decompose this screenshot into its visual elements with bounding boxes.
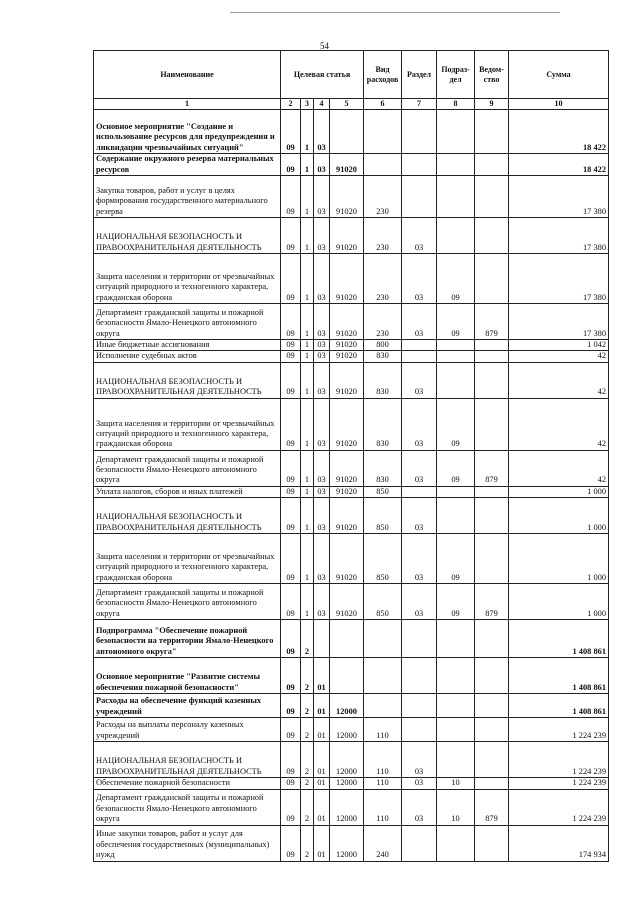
subprogram-code-cell: 1 [301, 304, 314, 340]
program-code-cell: 09 [281, 351, 301, 362]
section-cell [402, 658, 437, 694]
subsection-cell: 09 [437, 398, 475, 450]
subprogram-code-cell: 1 [301, 351, 314, 362]
sum-cell: 1 000 [509, 486, 609, 497]
direction-code-cell: 91020 [330, 362, 364, 398]
row-name-cell: Департамент гражданской защиты и пожарной безопасности Ямало-Ненецкого автономного округа [94, 450, 281, 486]
sum-cell: 1 000 [509, 534, 609, 584]
row-name-cell: Защита населения и территории от чрезвычайных ситуаций природного и техногенного характера, гражданская оборона [94, 534, 281, 584]
column-number: 4 [314, 99, 330, 110]
subsection-cell [437, 362, 475, 398]
section-cell: 03 [402, 778, 437, 789]
page-number: 54 [320, 41, 329, 51]
header-department: Ведом-ство [475, 51, 509, 99]
sum-cell: 1 000 [509, 584, 609, 620]
department-cell [475, 362, 509, 398]
program-code-cell: 09 [281, 584, 301, 620]
table-row [94, 658, 609, 694]
row-name-cell: Обеспечение пожарной безопасности [94, 778, 281, 789]
row-name-cell: НАЦИОНАЛЬНАЯ БЕЗОПАСНОСТЬ И ПРАВООХРАНИТЕЛЬНАЯ ДЕЯТЕЛЬНОСТЬ [94, 218, 281, 254]
activity-code-cell: 03 [314, 110, 330, 154]
subsection-cell: 10 [437, 778, 475, 789]
table-row [94, 789, 609, 825]
top-rule [230, 12, 560, 13]
section-cell [402, 110, 437, 154]
program-code-cell: 09 [281, 825, 301, 861]
expense-type-cell: 850 [364, 486, 402, 497]
program-code-cell: 09 [281, 620, 301, 658]
table-row [94, 620, 609, 658]
program-code-cell: 09 [281, 486, 301, 497]
subsection-cell [437, 498, 475, 534]
column-number: 10 [509, 99, 609, 110]
sum-cell: 1 408 861 [509, 658, 609, 694]
department-cell [475, 620, 509, 658]
expense-type-cell: 240 [364, 825, 402, 861]
direction-code-cell: 91020 [330, 304, 364, 340]
subprogram-code-cell: 2 [301, 778, 314, 789]
row-name-cell: Защита населения и территории от чрезвычайных ситуаций природного и техногенного характера, гражданская оборона [94, 398, 281, 450]
sum-cell: 18 422 [509, 154, 609, 176]
subprogram-code-cell: 2 [301, 789, 314, 825]
sum-cell: 17 380 [509, 254, 609, 304]
program-code-cell: 09 [281, 658, 301, 694]
direction-code-cell [330, 110, 364, 154]
activity-code-cell: 01 [314, 718, 330, 742]
sum-cell: 1 408 861 [509, 620, 609, 658]
activity-code-cell: 01 [314, 742, 330, 778]
expense-type-cell: 800 [364, 340, 402, 351]
table-row [94, 176, 609, 218]
subsection-cell: 09 [437, 584, 475, 620]
program-code-cell: 09 [281, 718, 301, 742]
subprogram-code-cell: 1 [301, 534, 314, 584]
subprogram-code-cell: 1 [301, 498, 314, 534]
section-cell [402, 620, 437, 658]
subprogram-code-cell: 1 [301, 176, 314, 218]
table-row [94, 486, 609, 497]
sum-cell: 1 224 239 [509, 789, 609, 825]
direction-code-cell: 91020 [330, 450, 364, 486]
table-row [94, 534, 609, 584]
table-row [94, 694, 609, 718]
program-code-cell: 09 [281, 110, 301, 154]
row-name-cell: Исполнение судебных актов [94, 351, 281, 362]
program-code-cell: 09 [281, 218, 301, 254]
row-name-cell: Департамент гражданской защиты и пожарной безопасности Ямало-Ненецкого автономного округа [94, 584, 281, 620]
subprogram-code-cell: 2 [301, 694, 314, 718]
program-code-cell: 09 [281, 450, 301, 486]
table-row [94, 450, 609, 486]
section-cell: 03 [402, 498, 437, 534]
section-cell: 03 [402, 254, 437, 304]
department-cell [475, 110, 509, 154]
section-cell: 03 [402, 742, 437, 778]
department-cell [475, 154, 509, 176]
column-number: 3 [301, 99, 314, 110]
department-cell [475, 694, 509, 718]
program-code-cell: 09 [281, 176, 301, 218]
direction-code-cell: 91020 [330, 218, 364, 254]
expense-type-cell: 230 [364, 304, 402, 340]
program-code-cell: 09 [281, 498, 301, 534]
header-subsection: Подраз-дел [437, 51, 475, 99]
activity-code-cell [314, 620, 330, 658]
column-number: 1 [94, 99, 281, 110]
header-expense-type: Вид расходов [364, 51, 402, 99]
direction-code-cell: 12000 [330, 825, 364, 861]
department-cell: 879 [475, 304, 509, 340]
direction-code-cell: 91020 [330, 154, 364, 176]
direction-code-cell: 91020 [330, 340, 364, 351]
program-code-cell: 09 [281, 694, 301, 718]
direction-code-cell: 91020 [330, 534, 364, 584]
subprogram-code-cell: 1 [301, 362, 314, 398]
row-name-cell: НАЦИОНАЛЬНАЯ БЕЗОПАСНОСТЬ И ПРАВООХРАНИТЕЛЬНАЯ ДЕЯТЕЛЬНОСТЬ [94, 498, 281, 534]
department-cell [475, 658, 509, 694]
department-cell [475, 498, 509, 534]
subprogram-code-cell: 2 [301, 718, 314, 742]
table-row [94, 718, 609, 742]
direction-code-cell: 91020 [330, 398, 364, 450]
row-name-cell: Иные бюджетные ассигнования [94, 340, 281, 351]
subsection-cell [437, 825, 475, 861]
subsection-cell [437, 340, 475, 351]
table-row [94, 825, 609, 861]
program-code-cell: 09 [281, 254, 301, 304]
sum-cell: 1 000 [509, 498, 609, 534]
row-name-cell: Иные закупки товаров, работ и услуг для обеспечения государственных (муниципальных) нужд [94, 825, 281, 861]
activity-code-cell: 03 [314, 304, 330, 340]
row-name-cell: НАЦИОНАЛЬНАЯ БЕЗОПАСНОСТЬ И ПРАВООХРАНИТЕЛЬНАЯ ДЕЯТЕЛЬНОСТЬ [94, 362, 281, 398]
subprogram-code-cell: 2 [301, 825, 314, 861]
section-cell [402, 718, 437, 742]
direction-code-cell [330, 658, 364, 694]
table-row [94, 218, 609, 254]
subsection-cell [437, 218, 475, 254]
sum-cell: 18 422 [509, 110, 609, 154]
subprogram-code-cell: 2 [301, 742, 314, 778]
subsection-cell: 10 [437, 789, 475, 825]
row-name-cell: Подпрограмма "Обеспечение пожарной безопасности на территории Ямало-Ненецкого автономного округа" [94, 620, 281, 658]
table-row [94, 742, 609, 778]
department-cell [475, 778, 509, 789]
department-cell [475, 742, 509, 778]
header-row [94, 51, 609, 99]
subsection-cell [437, 620, 475, 658]
row-name-cell: Основное мероприятие "Создание и использование ресурсов для предупреждения и ликвидации чрезвычайных ситуаций" [94, 110, 281, 154]
program-code-cell: 09 [281, 340, 301, 351]
header-name: Наименование [94, 51, 281, 99]
row-name-cell: Департамент гражданской защиты и пожарной безопасности Ямало-Ненецкого автономного округа [94, 304, 281, 340]
subsection-cell [437, 154, 475, 176]
table-row [94, 110, 609, 154]
header-section: Раздел [402, 51, 437, 99]
department-cell [475, 486, 509, 497]
activity-code-cell: 03 [314, 584, 330, 620]
row-name-cell: Расходы на обеспечение функций казенных учреждений [94, 694, 281, 718]
section-cell [402, 825, 437, 861]
program-code-cell: 09 [281, 742, 301, 778]
section-cell: 03 [402, 304, 437, 340]
sum-cell: 42 [509, 351, 609, 362]
activity-code-cell: 03 [314, 450, 330, 486]
department-cell [475, 825, 509, 861]
expense-type-cell: 830 [364, 450, 402, 486]
table-row [94, 398, 609, 450]
department-cell [475, 398, 509, 450]
activity-code-cell: 01 [314, 778, 330, 789]
row-name-cell: НАЦИОНАЛЬНАЯ БЕЗОПАСНОСТЬ И ПРАВООХРАНИТЕЛЬНАЯ ДЕЯТЕЛЬНОСТЬ [94, 742, 281, 778]
activity-code-cell: 03 [314, 254, 330, 304]
table-row [94, 304, 609, 340]
table-row [94, 498, 609, 534]
column-number: 2 [281, 99, 301, 110]
department-cell [475, 534, 509, 584]
column-number: 6 [364, 99, 402, 110]
direction-code-cell: 91020 [330, 584, 364, 620]
activity-code-cell: 03 [314, 154, 330, 176]
expense-type-cell: 110 [364, 778, 402, 789]
direction-code-cell: 91020 [330, 176, 364, 218]
expense-type-cell [364, 154, 402, 176]
row-name-cell: Защита населения и территории от чрезвычайных ситуаций природного и техногенного характера, гражданская оборона [94, 254, 281, 304]
sum-cell: 42 [509, 398, 609, 450]
expense-type-cell: 230 [364, 254, 402, 304]
expense-type-cell: 850 [364, 498, 402, 534]
table-row [94, 351, 609, 362]
direction-code-cell: 12000 [330, 742, 364, 778]
department-cell: 879 [475, 584, 509, 620]
subsection-cell [437, 658, 475, 694]
subprogram-code-cell: 1 [301, 340, 314, 351]
table-row [94, 254, 609, 304]
subsection-cell: 09 [437, 450, 475, 486]
sum-cell: 1 224 239 [509, 778, 609, 789]
expense-type-cell: 850 [364, 584, 402, 620]
sum-cell: 17 380 [509, 218, 609, 254]
expense-type-cell: 830 [364, 362, 402, 398]
sum-cell: 1 224 239 [509, 718, 609, 742]
program-code-cell: 09 [281, 789, 301, 825]
section-cell: 03 [402, 362, 437, 398]
header-target-article: Целевая статья [281, 51, 364, 99]
subsection-cell [437, 742, 475, 778]
department-cell [475, 718, 509, 742]
subsection-cell [437, 110, 475, 154]
program-code-cell: 09 [281, 154, 301, 176]
department-cell: 879 [475, 450, 509, 486]
activity-code-cell: 01 [314, 658, 330, 694]
subprogram-code-cell: 1 [301, 584, 314, 620]
column-number: 5 [330, 99, 364, 110]
direction-code-cell: 12000 [330, 789, 364, 825]
subprogram-code-cell: 1 [301, 110, 314, 154]
subsection-cell [437, 694, 475, 718]
activity-code-cell: 03 [314, 398, 330, 450]
column-number-row [94, 99, 609, 110]
activity-code-cell: 03 [314, 176, 330, 218]
expense-type-cell [364, 658, 402, 694]
table-row [94, 778, 609, 789]
table-row [94, 340, 609, 351]
row-name-cell: Основное мероприятие "Развитие системы обеспечения пожарной безопасности" [94, 658, 281, 694]
department-cell [475, 254, 509, 304]
subsection-cell [437, 351, 475, 362]
section-cell [402, 176, 437, 218]
sum-cell: 174 934 [509, 825, 609, 861]
expense-type-cell: 230 [364, 218, 402, 254]
table-row [94, 154, 609, 176]
activity-code-cell: 03 [314, 498, 330, 534]
section-cell: 03 [402, 450, 437, 486]
section-cell [402, 694, 437, 718]
section-cell: 03 [402, 584, 437, 620]
subsection-cell [437, 718, 475, 742]
department-cell: 879 [475, 789, 509, 825]
header-sum: Сумма [509, 51, 609, 99]
activity-code-cell: 03 [314, 362, 330, 398]
expense-type-cell: 230 [364, 176, 402, 218]
subprogram-code-cell: 1 [301, 218, 314, 254]
subprogram-code-cell: 1 [301, 486, 314, 497]
subsection-cell [437, 486, 475, 497]
program-code-cell: 09 [281, 304, 301, 340]
subprogram-code-cell: 1 [301, 254, 314, 304]
row-name-cell: Содержание окружного резерва материальных ресурсов [94, 154, 281, 176]
section-cell [402, 351, 437, 362]
direction-code-cell: 91020 [330, 486, 364, 497]
subsection-cell: 09 [437, 254, 475, 304]
sum-cell: 1 224 239 [509, 742, 609, 778]
activity-code-cell: 03 [314, 534, 330, 584]
expense-type-cell: 110 [364, 718, 402, 742]
department-cell [475, 340, 509, 351]
expense-type-cell [364, 110, 402, 154]
budget-table [93, 50, 609, 862]
subprogram-code-cell: 1 [301, 450, 314, 486]
expense-type-cell: 110 [364, 789, 402, 825]
sum-cell: 42 [509, 450, 609, 486]
section-cell: 03 [402, 218, 437, 254]
expense-type-cell [364, 620, 402, 658]
activity-code-cell: 01 [314, 789, 330, 825]
expense-type-cell: 110 [364, 742, 402, 778]
table-row [94, 584, 609, 620]
row-name-cell: Департамент гражданской защиты и пожарной безопасности Ямало-Ненецкого автономного округа [94, 789, 281, 825]
subsection-cell: 09 [437, 304, 475, 340]
direction-code-cell: 91020 [330, 498, 364, 534]
subprogram-code-cell: 1 [301, 154, 314, 176]
row-name-cell: Расходы на выплаты персоналу казенных учреждений [94, 718, 281, 742]
direction-code-cell [330, 620, 364, 658]
program-code-cell: 09 [281, 398, 301, 450]
direction-code-cell: 91020 [330, 351, 364, 362]
subsection-cell: 09 [437, 534, 475, 584]
expense-type-cell: 830 [364, 351, 402, 362]
department-cell [475, 351, 509, 362]
column-number: 9 [475, 99, 509, 110]
activity-code-cell: 03 [314, 218, 330, 254]
sum-cell: 1 042 [509, 340, 609, 351]
section-cell [402, 154, 437, 176]
subsection-cell [437, 176, 475, 218]
direction-code-cell: 12000 [330, 778, 364, 789]
column-number: 8 [437, 99, 475, 110]
direction-code-cell: 12000 [330, 718, 364, 742]
subprogram-code-cell: 2 [301, 658, 314, 694]
table-row [94, 362, 609, 398]
activity-code-cell: 01 [314, 825, 330, 861]
sum-cell: 42 [509, 362, 609, 398]
activity-code-cell: 03 [314, 340, 330, 351]
section-cell: 03 [402, 534, 437, 584]
row-name-cell: Закупка товаров, работ и услуг в целях формирования государственного материального резерва [94, 176, 281, 218]
section-cell [402, 340, 437, 351]
activity-code-cell: 03 [314, 486, 330, 497]
subprogram-code-cell: 1 [301, 398, 314, 450]
expense-type-cell [364, 694, 402, 718]
subprogram-code-cell: 2 [301, 620, 314, 658]
direction-code-cell: 12000 [330, 694, 364, 718]
section-cell [402, 486, 437, 497]
department-cell [475, 218, 509, 254]
activity-code-cell: 01 [314, 694, 330, 718]
section-cell: 03 [402, 398, 437, 450]
program-code-cell: 09 [281, 534, 301, 584]
row-name-cell: Уплата налогов, сборов и иных платежей [94, 486, 281, 497]
direction-code-cell: 91020 [330, 254, 364, 304]
sum-cell: 1 408 861 [509, 694, 609, 718]
expense-type-cell: 850 [364, 534, 402, 584]
sum-cell: 17 380 [509, 176, 609, 218]
program-code-cell: 09 [281, 778, 301, 789]
department-cell [475, 176, 509, 218]
column-number: 7 [402, 99, 437, 110]
sum-cell: 17 380 [509, 304, 609, 340]
section-cell: 03 [402, 789, 437, 825]
program-code-cell: 09 [281, 362, 301, 398]
activity-code-cell: 03 [314, 351, 330, 362]
expense-type-cell: 830 [364, 398, 402, 450]
